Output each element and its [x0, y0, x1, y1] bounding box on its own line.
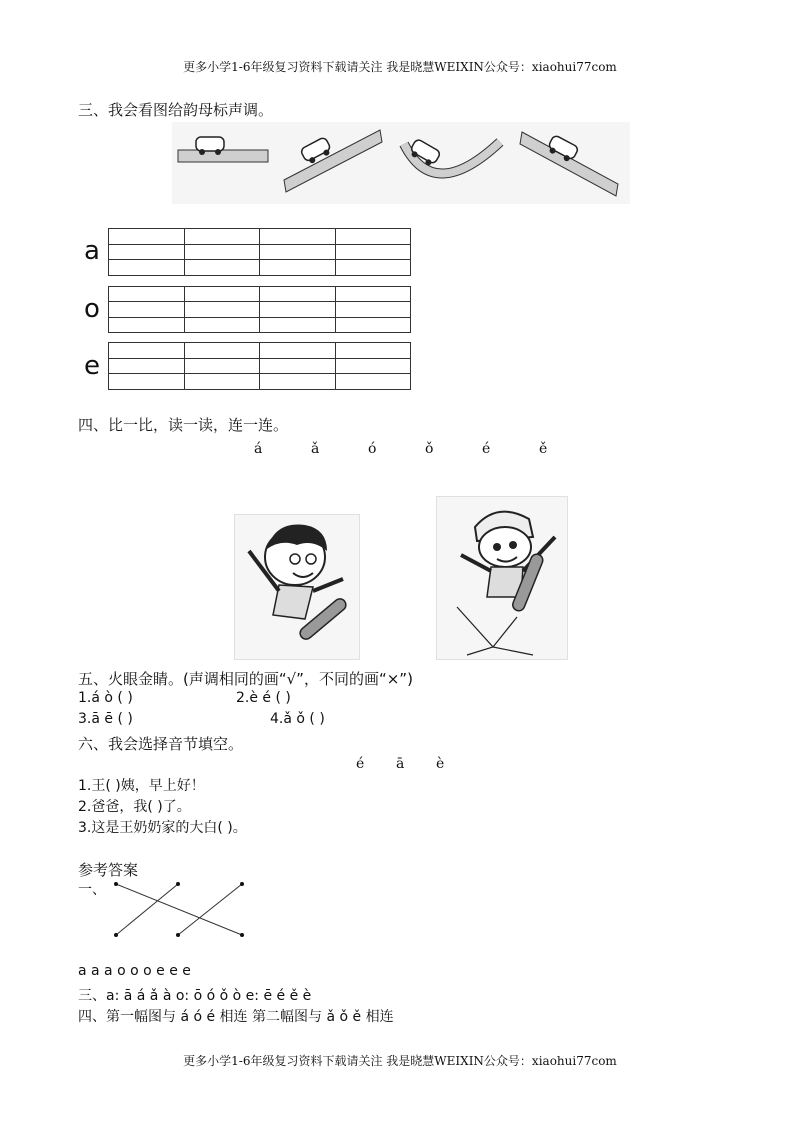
section-5-item-2: 2.è é ( ): [236, 690, 291, 706]
car-tone-svg: [172, 122, 630, 204]
row-label-a: a: [84, 236, 100, 266]
section-4-tone-row: [254, 438, 596, 457]
choice-e-falling: è: [436, 756, 445, 772]
tone-a-rising: á: [254, 441, 263, 457]
answers-line-a: a a a o o o e e e: [78, 963, 191, 979]
tone-e-rising: é: [482, 441, 491, 457]
section-6-choices: [356, 753, 476, 772]
matching-lines-svg: [108, 878, 248, 942]
writing-grid-a: [108, 228, 411, 276]
section-6-item-1: 1.王( )姨，早上好！: [78, 778, 205, 794]
section-3-title: 三、我会看图给韵母标声调。: [78, 101, 274, 119]
section-5-item-1: 1.á ò ( ): [78, 690, 133, 706]
section-4-title: 四、比一比，读一读，连一连。: [78, 416, 289, 434]
skateboard-boy-picture-2: [436, 496, 568, 660]
answers-line-4: 四、第一幅图与 á ó é 相连 第二幅图与 ǎ ǒ ě 相连: [78, 1009, 394, 1025]
section-6-title: 六、我会选择音节填空。: [78, 735, 244, 753]
answers-line-3: 三、a: ā á ǎ à o: ō ó ǒ ò e: ē é ě è: [78, 988, 312, 1004]
writing-grid-e: [108, 342, 411, 390]
row-label-o: o: [84, 294, 100, 324]
tone-a-dipping: ǎ: [311, 441, 320, 457]
skateboard-boy-svg-2: [437, 497, 567, 659]
section-5-item-4: 4.ǎ ǒ ( ): [270, 711, 325, 727]
tone-o-rising: ó: [368, 441, 377, 457]
section-6-item-3: 3.这是王奶奶家的大白( )。: [78, 820, 247, 836]
skateboard-boy-svg-1: [235, 515, 359, 659]
section-5-item-3: 3.ā ē ( ): [78, 711, 133, 727]
tone-e-dipping: ě: [539, 441, 548, 457]
section-6-item-2: 2.爸爸，我( )了。: [78, 799, 191, 815]
car-tone-illustrations: [172, 122, 630, 204]
tone-o-dipping: ǒ: [425, 441, 434, 457]
answers-title: 参考答案: [78, 861, 139, 879]
choice-e-rising: é: [356, 756, 365, 772]
choice-a-flat: ā: [396, 756, 405, 772]
writing-grid-o: [108, 286, 411, 333]
page-footer: 更多小学1-6年级复习资料下载请关注 我是晓慧WEIXIN公众号：xiaohui77com: [183, 1054, 617, 1068]
section-5-title: 五、火眼金睛。(声调相同的画“√”，不同的画“×”): [78, 670, 413, 688]
skateboard-boy-picture-1: [234, 514, 360, 660]
answers-part-1-label: 一、: [78, 882, 106, 898]
page-header: 更多小学1-6年级复习资料下载请关注 我是晓慧WEIXIN公众号：xiaohui77com: [183, 60, 617, 74]
answers-matching-lines: [108, 878, 248, 942]
row-label-e: e: [84, 351, 100, 381]
